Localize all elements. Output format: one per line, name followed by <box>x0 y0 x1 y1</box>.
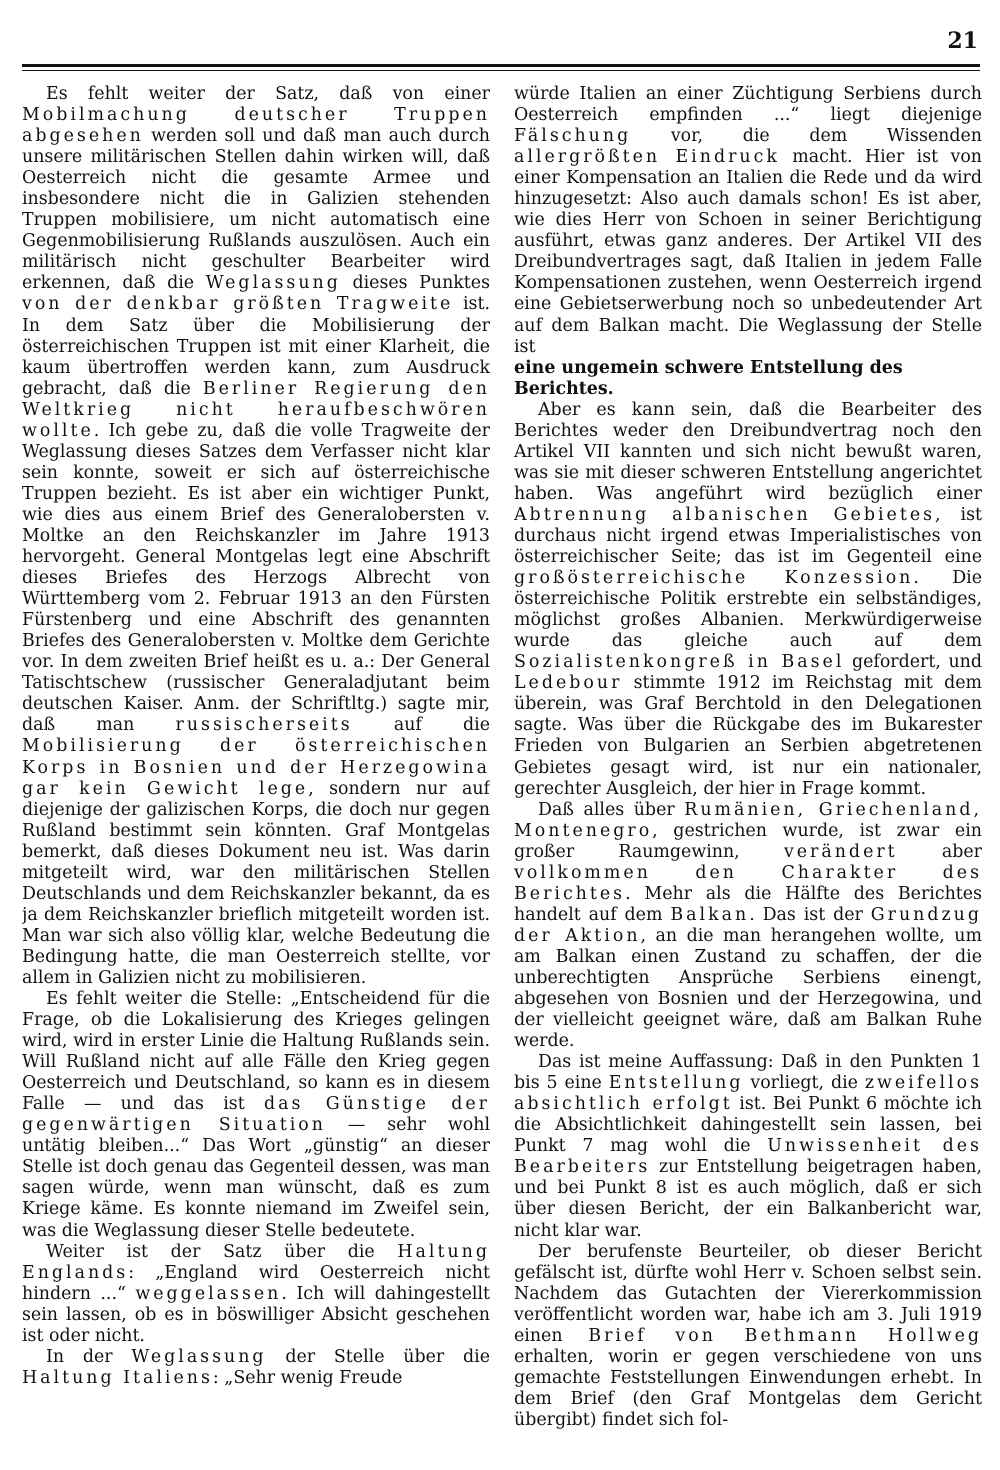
text-run: erhalten, worin er gegen verschiedene von uns gemachte Feststellungen Einwendungen erhebt. In dem Brief (den Graf Montgelas dem Gericht übergibt) findet sich fol- <box>514 1346 982 1430</box>
paragraph <box>514 400 982 800</box>
spaced-emphasis: Brief von Bethmann Hollweg <box>588 1325 982 1346</box>
text-run: . Ich gebe zu, daß die volle Tragweite der Weglassung dieses Satzes dem Verfasser nicht klar sein konnte, soweit er sich auf österreichische Truppen bezieht. Es ist aber ein wichtiger Punkt, wie dies aus einem Brief des Generalobersten v. Moltke an den Reichskanzler im Jahre 1913 hervorgeht. General Montgelas legt eine Abschrift dieses Briefes des Herzogs Albrecht von Württemberg vom 2. Februar 1913 an den Fürsten Fürstenberg und eine Abschrift des genannten Briefes des Generalobersten v. Moltke dem Gerichte vor. In dem zweiten Brief heißt es u. a.: Der General Tatischtschew (russischer Generaladjutant beim deutschen Kaiser. Anm. der Schriftltg.) sagte mir, daß man <box>22 420 490 736</box>
spaced-emphasis: Mobilisierung der österreichischen Korps in Bosnien und der Herzegowina gar kein Gewicht lege <box>22 736 490 799</box>
text-run: Das ist meine Auffassung: Daß in den Punkten 1 bis 5 eine <box>514 1052 982 1094</box>
text-run: : „Sehr wenig Freude <box>212 1367 403 1388</box>
text-run: — sehr wohl untätig bleiben...“ Das Wort „günstig“ an dieser Stelle ist doch genau das Gegenteil dessen, was man sagen würde, wenn man wünscht, daß es zum Kriege käme. Es konnte niemand im Zweifel sein, was die Weglassung dieser Stelle bedeutete. <box>22 1115 490 1241</box>
text-run: , sondern nur auf diejenige der galizischen Korps, die doch nur gegen Rußland bestimmt sein könnten. Graf Montgelas bemerkt, daß dieses Dokument neu ist. Was darin mitgeteilt wird, war den militärischen Stellen Deutschlands und dem Reichskanzler bekannt, da es ja dem Reichskanzler brieflich mitgeteilt worden ist. Man war sich also völlig klar, welche Bedeutung die Bedingung hatte, die man Oesterreich stellte, vor allem in Galizien nicht zu mobilisieren. <box>22 778 490 988</box>
text-columns <box>22 84 982 1464</box>
text-run: aber <box>897 841 982 862</box>
spaced-emphasis: Weglassung <box>205 273 341 294</box>
text-run: macht. Hier ist von einer Kompensation an Italien die Rede und da wird hinzugesetzt: Also auch damals schon! Es ist aber, wie dies Herr von Schoen in seiner Berichtigung ausführt, etwas ganz anderes. Der Artikel VII des Dreibundvertrages sagt, daß Italien in jedem Falle Kompensationen zustehen, wenn Oesterreich irgend eine Gebietserwerbung noch so unbedeutender Art auf dem Balkan macht. Die Weglassung der Stelle ist <box>514 147 982 357</box>
text-run: ist. Bei Punkt 6 möchte ich die Absichtlichkeit dahingestellt sein lassen, bei Punkt 7 mag wohl die <box>514 1094 982 1157</box>
paragraph <box>22 1242 490 1347</box>
text-run: . Ich will dahingestellt sein lassen, ob es in böswilliger Absicht geschehen ist oder nicht. <box>22 1283 490 1346</box>
spaced-emphasis: weggelassen <box>135 1283 282 1304</box>
paragraph <box>22 1347 490 1389</box>
text-run: eine ungemein schwere Entstellung des Berichtes. <box>514 357 903 399</box>
left-column <box>22 84 490 1464</box>
spaced-emphasis: Abtrennung albanischen Gebietes <box>514 504 936 525</box>
paragraph <box>514 358 982 400</box>
spaced-emphasis: Grundzug der Aktion <box>514 904 982 946</box>
text-run: In der <box>46 1346 132 1367</box>
spaced-emphasis: Unwissenheit des Bearbeiters <box>514 1136 982 1178</box>
spaced-emphasis: Fälschung <box>514 126 632 147</box>
spaced-emphasis: Weglassung <box>131 1346 267 1367</box>
spaced-emphasis: großösterreichische Konzession <box>514 568 914 589</box>
text-run: , gestrichen wurde, ist zwar ein großer Raumgewinn, <box>514 820 982 862</box>
text-run: Es fehlt weiter die Stelle: „Entscheidend für die Frage, ob die Lokalisierung des Krieges gelingen wird, wird in erster Linie die Haltung Rußlands sein. Will Rußland nicht auf alle Fälle den Krieg gegen Oesterreich und Deutschland, so kann es in diesem Falle — und das ist <box>22 989 490 1115</box>
text-run: , an die man herangehen wollte, um am Balkan einen Zustand zu schaffen, der die unberechtigten Ansprüche Serbiens einengt, abgesehen von Bosnien und der Herzegowina, und der vielleicht geeignet wäre, daß am Balkan Ruhe werde. <box>514 925 982 1052</box>
paragraph <box>514 800 982 1053</box>
text-run: zur Entstellung beigetragen haben, und bei Punkt 8 ist es auch möglich, daß er sich über diesen Bericht, der ein Balkanbericht war, nicht klar war. <box>514 1157 982 1241</box>
spaced-emphasis: Berliner Regierung den Weltkrieg nicht heraufbeschwören wollte <box>22 378 490 441</box>
header-rule-thin <box>22 70 980 71</box>
text-run: Aber es kann sein, daß die Bearbeiter des Berichtes weder den Dreibundvertrag noch den Artikel VII kannten und sich nicht bewußt waren, was sie mit dieser schweren Entstellung angerichtet haben. Was angeführt wird bezüglich einer <box>514 399 982 504</box>
spaced-emphasis: Ledebour <box>514 673 623 694</box>
spaced-emphasis: das Günstige der gegenwärtigen Situation <box>22 1094 490 1136</box>
text-run: auf die <box>352 715 490 736</box>
spaced-emphasis: vollkommen den Charakter des Berichtes <box>514 862 982 904</box>
paragraph <box>514 1242 982 1431</box>
text-run: stimmte 1912 im Reichstag mit dem überein, was Graf Berchtold in den Delegationen sagte. Was über die Rückgabe des im Bukarester Frieden von Bulgarien an Serbien abgetretenen Gebietes gesagt wird, ist nur ein nationaler, gerechter Ausgleich, der hier in Frage kommt. <box>514 673 982 799</box>
spaced-emphasis: russischerseits <box>175 715 353 736</box>
text-run: Der berufenste Beurteiler, ob dieser Bericht gefälscht ist, dürfte wohl Herr v. Schoen selbst sein. Nachdem das Gutachten der Viererkommission veröffentlicht worden war, habe ich am 3. Juli 1919 einen <box>514 1241 982 1346</box>
text-run: vor, die dem Wissenden <box>631 126 982 147</box>
spaced-emphasis: Entstellung <box>608 1073 744 1094</box>
spaced-emphasis: Haltung Englands <box>22 1241 490 1283</box>
text-run: dieses Punktes <box>340 273 490 294</box>
text-run: ist. In dem Satz über die Mobilisierung der österreichischen Truppen ist mit einer Klarheit, die kaum übertroffen werden kann, zum Ausdruck gebracht, daß die <box>22 294 490 399</box>
spaced-emphasis: Rumänien, Griechenland, Montenegro <box>514 799 982 841</box>
header-rule <box>22 64 980 67</box>
text-run: der Stelle über die <box>266 1346 490 1367</box>
page-number: 21 <box>947 28 978 54</box>
spaced-emphasis: zweifellos absichtlich erfolgt <box>514 1073 982 1115</box>
right-column <box>514 84 982 1464</box>
text-run: Weiter ist der Satz über die <box>46 1241 398 1262</box>
text-run: Daß alles über <box>538 799 685 820</box>
spaced-emphasis: von der denkbar größten Tragweite <box>22 294 454 315</box>
text-run: gefordert, und <box>844 652 982 673</box>
spaced-emphasis: verändert <box>783 841 898 862</box>
text-run: , ist durchaus nicht irgend etwas Imperialistisches von österreichischer Seite; das ist im Gegenteil eine <box>514 504 982 568</box>
text-run: würde Italien an einer Züchtigung Serbiens durch Oesterreich empfinden ...“ liegt diejenige <box>514 84 982 126</box>
paragraph <box>22 84 490 989</box>
text-run: : „England wird Oesterreich nicht hindern ...“ <box>22 1262 490 1304</box>
spaced-emphasis: Mobilmachung deutscher Truppen abgesehen <box>22 105 490 147</box>
spaced-emphasis: Balkan <box>670 904 750 925</box>
text-run: Es fehlt weiter der Satz, daß von einer <box>46 84 490 104</box>
text-run: werden soll und daß man auch durch unsere militärischen Stellen dahin wirken will, daß Oesterreich nicht die gesamte Armee und insbesondere nicht die in Galizien stehenden Truppen mobilisiere, um nicht automatisch eine Gegenmobilisierung Rußlands auszulösen. Auch ein militärisch nicht geschulter Bearbeiter wird erkennen, daß die <box>22 126 490 294</box>
text-run: . Die österreichische Politik erstrebte ein selbständiges, möglichst großes Albanien. Merkwürdigerweise wurde das gleiche auch auf dem <box>514 568 982 652</box>
text-run: vorliegt, die <box>743 1073 865 1094</box>
spaced-emphasis: Haltung Italiens <box>22 1367 213 1388</box>
paragraph <box>22 989 490 1242</box>
paragraph <box>514 1052 982 1241</box>
spaced-emphasis: Sozialistenkongreß in Basel <box>514 652 845 673</box>
text-run: . Das ist der <box>749 904 871 925</box>
paragraph <box>514 84 982 358</box>
text-run: . Mehr als die Hälfte des Berichtes handelt auf dem <box>514 883 982 925</box>
spaced-emphasis: allergrößten Eindruck <box>514 147 780 168</box>
